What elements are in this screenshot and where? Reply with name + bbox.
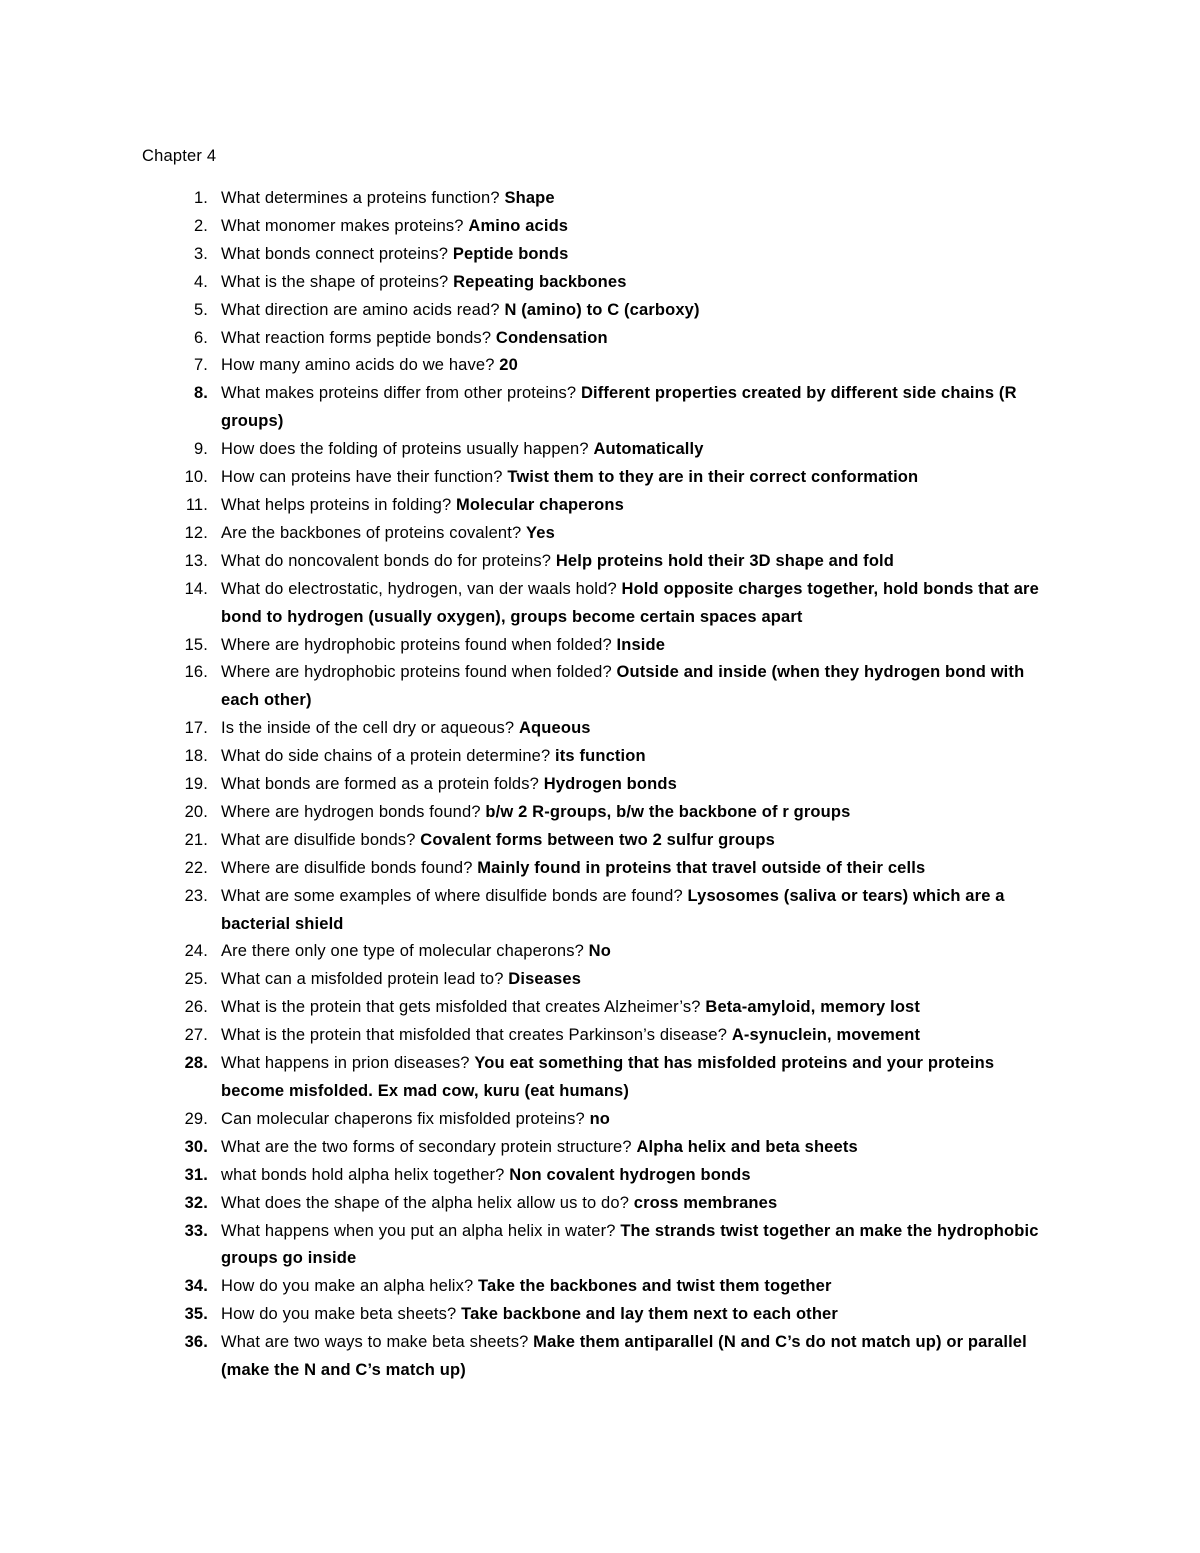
answer-text: Automatically [593,440,704,459]
answer-text: Lysosomes (saliva or tears) which are a bacterial shield [221,886,1005,933]
question-text: What is the protein that gets misfolded that creates Alzheimer’s? [221,998,701,1017]
question-number: 6. [193,328,208,347]
answer-text: Yes [526,523,555,542]
question-item [142,576,1062,632]
answer-text: Alpha helix and beta sheets [636,1137,858,1156]
question-text: Where are hydrophobic proteins found when folded? [221,663,612,682]
question-text: What bonds are formed as a protein folds? [221,775,539,794]
question-item [142,1134,1062,1162]
question-number: 34. [184,1277,208,1296]
question-item [142,1301,1062,1329]
answer-text: Take the backbones and twist them together [478,1277,832,1296]
question-number: 33. [184,1221,208,1240]
question-item [142,799,1062,827]
answer-text: its function [555,747,646,766]
question-item [142,715,1062,743]
answer-text: Diseases [508,970,582,989]
question-item [142,938,1062,966]
question-item [142,297,1062,325]
answer-text: Peptide bonds [452,244,569,263]
question-text: Are there only one type of molecular chaperons? [221,942,584,961]
question-number: 9. [193,440,208,459]
question-number: 13. [184,551,208,570]
question-item [142,966,1062,994]
answer-text: b/w 2 R-groups, b/w the backbone of r groups [485,802,851,821]
answer-text: Different properties created by different side chains (R groups) [221,384,1017,431]
answer-text: Hydrogen bonds [543,775,677,794]
question-text: How do you make an alpha helix? [221,1277,474,1296]
question-text: Where are hydrogen bonds found? [221,802,481,821]
question-number: 2. [193,216,208,235]
question-text: How does the folding of proteins usually happen? [221,440,589,459]
answer-text: Inside [616,635,666,654]
answer-text: cross membranes [633,1193,778,1212]
question-item [142,827,1062,855]
question-text: What are two ways to make beta sheets? [221,1333,529,1352]
question-number: 16. [184,663,208,682]
question-number: 24. [184,942,208,961]
question-text: How do you make beta sheets? [221,1305,457,1324]
question-text: What do side chains of a protein determine? [221,747,551,766]
question-item [142,771,1062,799]
answer-text: Outside and inside (when they hydrogen bond with each other) [221,663,1025,710]
question-text: What do noncovalent bonds do for proteins? [221,551,552,570]
question-text: Is the inside of the cell dry or aqueous? [221,719,515,738]
question-text: What helps proteins in folding? [221,495,452,514]
question-number: 15. [184,635,208,654]
answer-text: Repeating backbones [453,272,627,291]
answer-text: Shape [504,189,555,207]
question-text: what bonds hold alpha helix together? [221,1165,505,1184]
question-item [142,659,1062,715]
question-number: 22. [184,858,208,877]
answer-text: Mainly found in proteins that travel outside of their cells [477,858,926,877]
question-item [142,492,1062,520]
question-text: What happens in prion diseases? [221,1054,470,1073]
answer-text: You eat something that has misfolded proteins and your proteins become misfolded. Ex mad cow, kuru (eat humans) [221,1054,995,1100]
question-item [142,548,1062,576]
question-item [142,213,1062,241]
question-text: Where are hydrophobic proteins found when folded? [221,635,612,654]
question-number: 35. [184,1305,208,1324]
answer-text: Make them antiparallel (N and C’s do not match up) or parallel (make the N and C’s match up) [221,1333,1027,1380]
question-number: 5. [193,300,208,319]
answer-text: 20 [499,356,518,375]
question-list [142,185,1062,1385]
question-item [142,1022,1062,1050]
question-number: 28. [184,1054,208,1073]
answer-text: Hold opposite charges together, hold bonds that are bond to hydrogen (usually oxygen), groups become certain spaces apart [221,579,1039,626]
question-text: Are the backbones of proteins covalent? [221,523,522,542]
question-text: What can a misfolded protein lead to? [221,970,504,989]
question-text: What is the shape of proteins? [221,272,449,291]
answer-text: No [588,942,611,961]
answer-text: Covalent forms between two 2 sulfur groups [420,830,775,849]
question-number: 11. [185,495,208,514]
answer-text: no [589,1109,611,1128]
question-item [142,1190,1062,1218]
question-text: What monomer makes proteins? [221,216,464,235]
question-number: 19. [184,775,208,794]
question-item [142,380,1062,436]
question-number: 30. [184,1137,208,1156]
question-text: What is the protein that misfolded that creates Parkinson’s disease? [221,1026,728,1045]
question-number: 31. [184,1165,208,1184]
question-item [142,464,1062,492]
answer-text: Molecular chaperons [456,495,624,514]
question-item [142,436,1062,464]
question-number: 36. [184,1333,208,1352]
question-item [142,269,1062,297]
question-item [142,1106,1062,1134]
question-text: What direction are amino acids read? [221,300,500,319]
answer-text: Help proteins hold their 3D shape and fold [555,551,895,570]
question-number: 29. [184,1109,208,1128]
question-text: What happens when you put an alpha helix in water? [221,1221,616,1240]
question-text: What bonds connect proteins? [221,244,449,263]
answer-text: Beta-amyloid, memory lost [705,998,921,1017]
question-item [142,994,1062,1022]
question-item [142,1273,1062,1301]
question-number: 20. [184,802,208,821]
question-number: 10. [184,468,208,487]
question-number: 25. [184,970,208,989]
question-item [142,743,1062,771]
question-number: 14. [184,579,208,598]
question-item [142,520,1062,548]
question-text: How can proteins have their function? [221,468,503,487]
question-text: What reaction forms peptide bonds? [221,328,492,347]
answer-text: Twist them to they are in their correct conformation [507,468,919,487]
answer-text: N (amino) to C (carboxy) [504,300,700,319]
question-text: What are the two forms of secondary protein structure? [221,1137,632,1156]
question-item [142,1218,1062,1274]
answer-text: Condensation [495,328,608,347]
question-number: 1. [193,189,208,207]
question-item [142,241,1062,269]
question-number: 21. [184,830,208,849]
answer-text: The strands twist together an make the hydrophobic groups go inside [221,1221,1039,1268]
page-title: Chapter 4 [142,147,217,165]
question-number: 17. [184,719,208,738]
question-number: 18. [184,747,208,766]
question-text: What are disulfide bonds? [221,830,416,849]
question-item [142,325,1062,353]
question-text: What determines a proteins function? [221,189,500,207]
question-number: 23. [184,886,208,905]
question-text: What do electrostatic, hydrogen, van der waals hold? [221,579,617,598]
question-number: 12. [184,523,208,542]
question-number: 8. [193,384,208,403]
answer-text: Amino acids [468,216,569,235]
question-item [142,352,1062,380]
question-item [142,632,1062,660]
question-number: 3. [193,244,208,263]
question-text: How many amino acids do we have? [221,356,495,375]
question-item [142,855,1062,883]
answer-text: Aqueous [518,719,591,738]
question-text: Can molecular chaperons fix misfolded proteins? [221,1109,585,1128]
question-item [142,1050,1062,1106]
question-item [142,1162,1062,1190]
question-text: Where are disulfide bonds found? [221,858,473,877]
question-item [142,1329,1062,1385]
question-number: 27. [184,1026,208,1045]
question-item [142,185,1062,213]
question-number: 4. [193,272,208,291]
question-number: 26. [184,998,208,1017]
answer-text: A-synuclein, movement [731,1026,921,1045]
question-text: What makes proteins differ from other proteins? [221,384,577,403]
question-item [142,883,1062,939]
question-number: 7. [193,356,208,375]
question-text: What does the shape of the alpha helix allow us to do? [221,1193,630,1212]
question-number: 32. [184,1193,208,1212]
answer-text: Take backbone and lay them next to each other [461,1305,838,1324]
question-text: What are some examples of where disulfide bonds are found? [221,886,683,905]
answer-text: Non covalent hydrogen bonds [509,1165,751,1184]
